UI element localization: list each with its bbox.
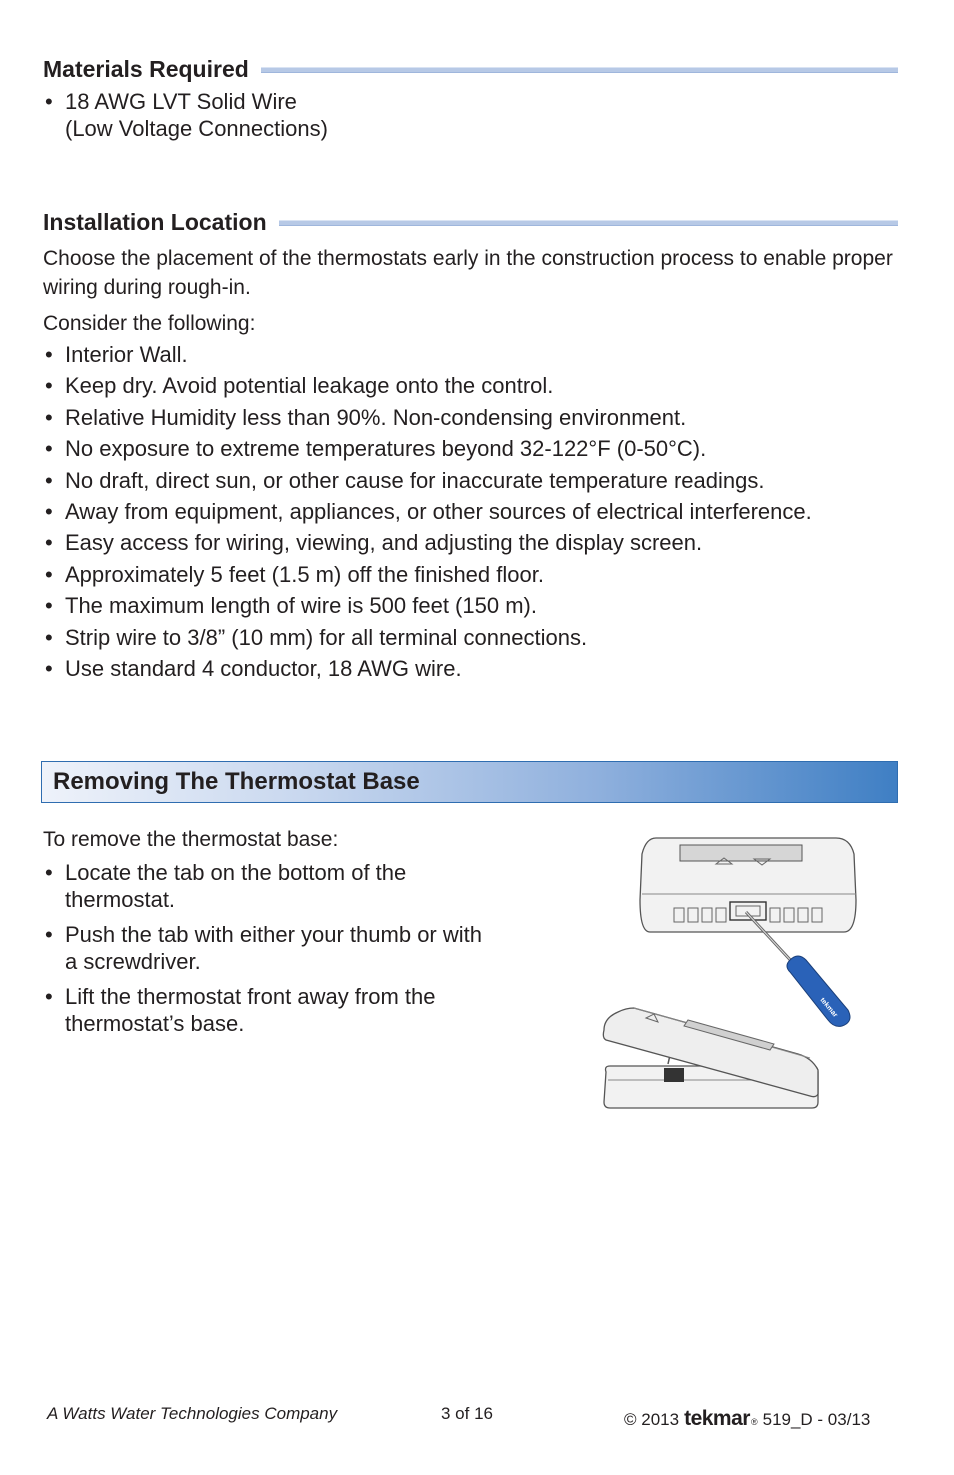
list-item: • Strip wire to 3/8” (10 mm) for all terminal connections.	[43, 622, 812, 653]
thermostat-screwdriver-illustration	[598, 832, 868, 1117]
list-item: • Easy access for wiring, viewing, and adjusting the display screen.	[43, 527, 812, 558]
list-item-line: Lift the thermostat front away from the	[65, 984, 436, 1009]
tekmar-logo: tekmar	[684, 1407, 750, 1430]
removing-section-banner	[41, 761, 898, 803]
list-item: • Relative Humidity less than 90%. Non-condensing environment.	[43, 402, 812, 433]
installation-list	[43, 339, 812, 684]
list-item	[43, 88, 328, 142]
thermostat-front-view	[640, 838, 856, 932]
list-item: • Approximately 5 feet (1.5 m) off the finished floor.	[43, 559, 812, 590]
screwdriver-label: tekmar	[818, 996, 839, 1019]
list-item: • Away from equipment, appliances, or other sources of electrical interference.	[43, 496, 812, 527]
section-divider	[279, 220, 898, 226]
footer-copyright	[624, 1407, 870, 1431]
list-item: • Use standard 4 conductor, 18 AWG wire.	[43, 653, 812, 684]
list-item-line: (Low Voltage Connections)	[65, 116, 328, 141]
registered-mark: ®	[750, 1417, 758, 1427]
installation-consider: Consider the following:	[43, 312, 256, 335]
list-item	[43, 983, 563, 1037]
list-item	[43, 921, 563, 975]
removing-title: Removing The Thermostat Base	[53, 768, 420, 795]
installation-intro: Choose the placement of the thermostats early in the construction process to enable proper wiring during rough-in.	[43, 247, 893, 299]
list-item-line: thermostat.	[65, 887, 176, 912]
materials-section-header	[43, 56, 898, 83]
installation-section-header	[43, 209, 898, 236]
list-item: • Keep dry. Avoid potential leakage onto the control.	[43, 370, 812, 401]
copyright-text: © 2013	[624, 1410, 680, 1429]
list-item-line: thermostat’s base.	[65, 1011, 245, 1036]
list-item: • No exposure to extreme temperatures beyond 32-122°F (0-50°C).	[43, 433, 812, 464]
list-item	[43, 859, 563, 913]
list-item-line: Locate the tab on the bottom of the	[65, 860, 407, 885]
removing-intro: To remove the thermostat base:	[43, 828, 339, 851]
list-item: • The maximum length of wire is 500 feet (150 m).	[43, 590, 812, 621]
footer-page-number: 3 of 16	[441, 1404, 493, 1423]
installation-title: Installation Location	[43, 209, 267, 235]
materials-list	[43, 88, 328, 142]
doc-code: 519_D - 03/13	[762, 1410, 871, 1429]
footer-company: A Watts Water Technologies Company	[47, 1404, 338, 1423]
list-item-line: Push the tab with either your thumb or with	[65, 922, 482, 947]
list-item-line: a screwdriver.	[65, 949, 201, 974]
list-item: • Interior Wall.	[43, 339, 812, 370]
list-item-line: 18 AWG LVT Solid Wire	[65, 89, 297, 114]
materials-title: Materials Required	[43, 56, 249, 82]
thermostat-opened-view	[603, 1008, 818, 1108]
removing-list	[43, 859, 563, 1037]
section-divider	[261, 67, 898, 73]
list-item: • No draft, direct sun, or other cause for inaccurate temperature readings.	[43, 465, 812, 496]
